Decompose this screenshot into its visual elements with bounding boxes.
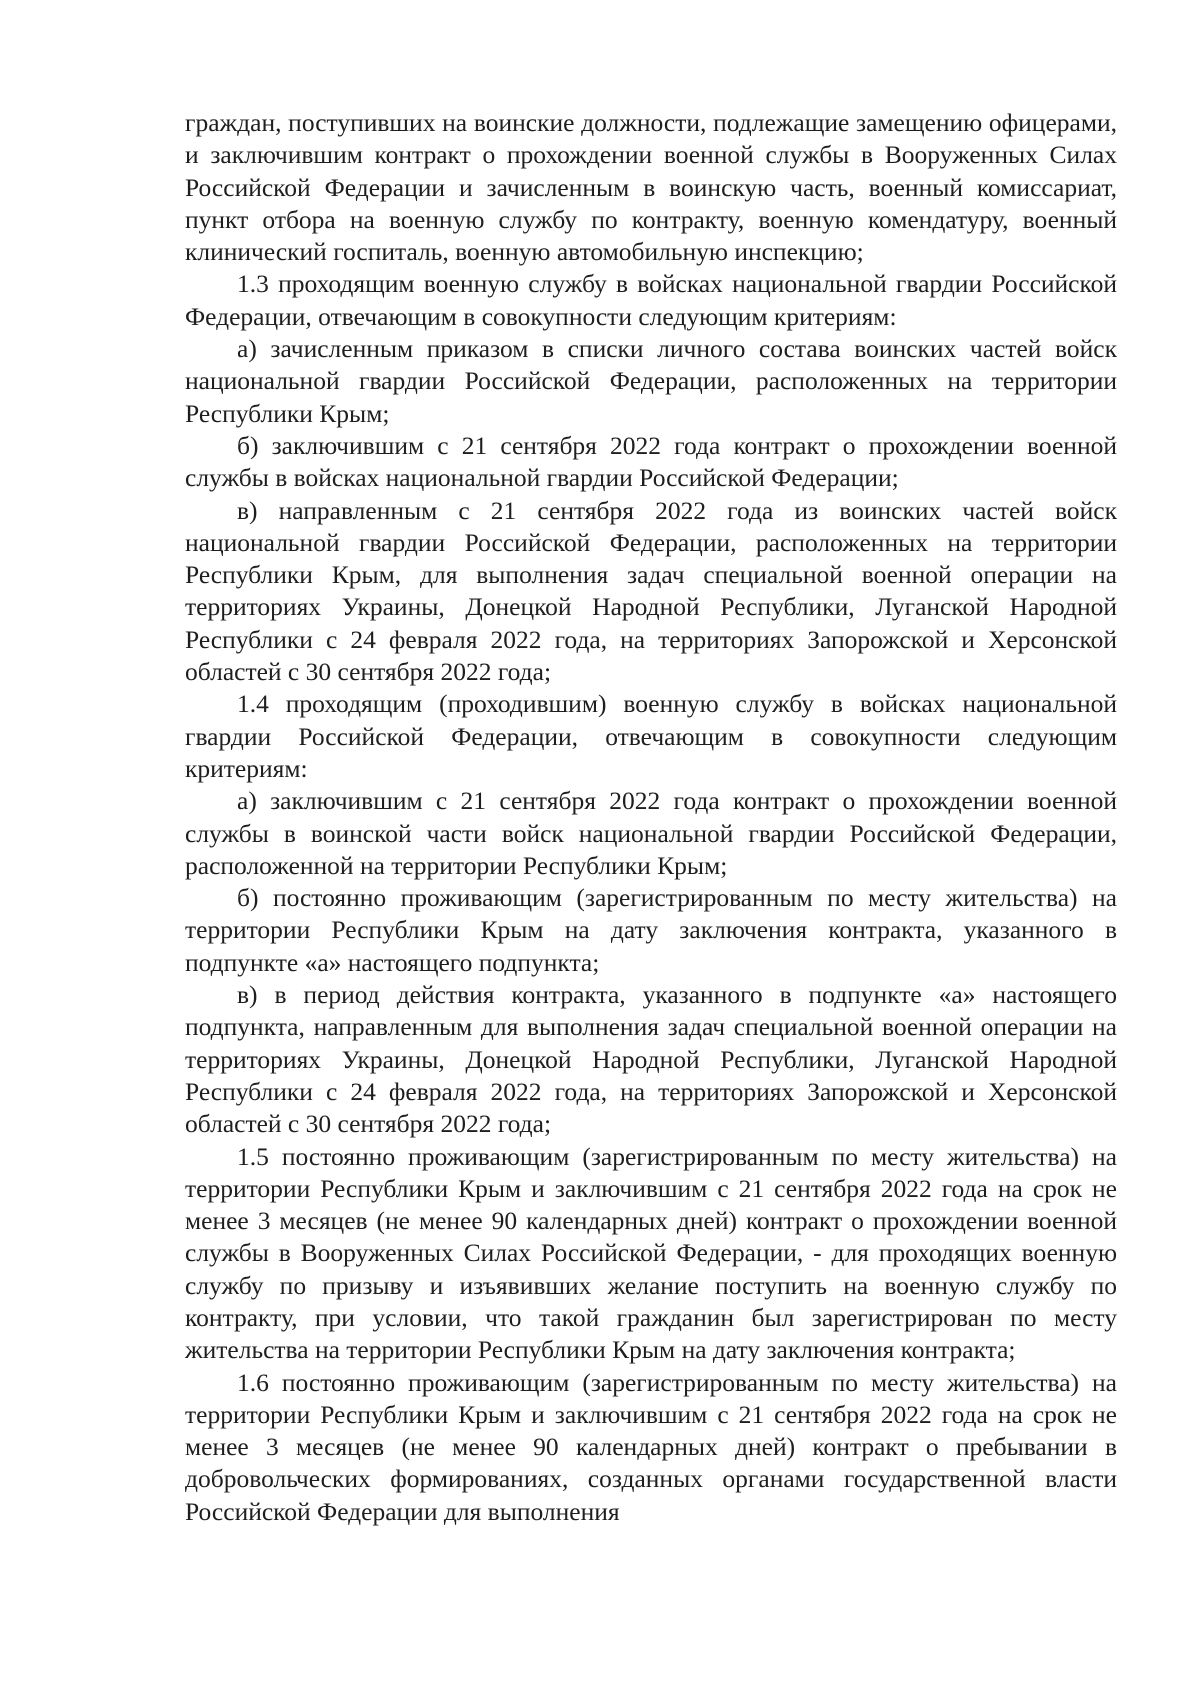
paragraph-1-4-a: а) заключившим с 21 сентября 2022 года контракт о прохождении военной службы в воинской части войск национальной гвардии Российской Федерации, расположенной на территории Республики Крым;: [185, 786, 1117, 880]
paragraph-1-6: 1.6 постоянно проживающим (зарегистрированным по месту жительства) на территории Республики Крым и заключившим с 21 сентября 2022 года на срок не менее 3 месяцев (не менее 90 календарных дней) контракт о пребывании в добровольческих формированиях, созданных органами государственной власти Российской Федерации для выполнения: [185, 1367, 1117, 1526]
paragraph-1-3-v: в) направленным с 21 сентября 2022 года из воинских частей войск национальной гвардии Российской Федерации, расположенных на территории Республики Крым, для выполнения задач специальной военной операции на территориях Украины, Донецкой Народной Республики, Луганской Народной Республики с 24 февраля 2022 года, на территориях Запорожской и Херсонской областей с 30 сентября 2022 года;: [185, 495, 1117, 687]
paragraph-1-4: 1.4 проходящим (проходившим) военную службу в войсках национальной гвардии Российской Федерации, отвечающим в совокупности следующим критериям:: [185, 689, 1117, 783]
paragraph-1-3: 1.3 проходящим военную службу в войсках национальной гвардии Российской Федерации, отвечающим в совокупности следующим критериям:: [185, 269, 1117, 331]
paragraph-1-5: 1.5 постоянно проживающим (зарегистрированным по месту жительства) на территории Республики Крым и заключившим с 21 сентября 2022 года на срок не менее 3 месяцев (не менее 90 календарных дней) контракт о прохождении военной службы в Вооруженных Силах Российской Федерации, - для проходящих военную службу по призыву и изъявивших желание поступить на военную службу по контракту, при условии, что такой гражданин был зарегистрирован по месту жительства на территории Республики Крым на дату заключения контракта;: [185, 1141, 1117, 1365]
paragraph-1-4-b: б) постоянно проживающим (зарегистрированным по месту жительства) на территории Республики Крым на дату заключения контракта, указанного в подпункте «а» настоящего подпункта;: [185, 883, 1117, 977]
paragraph-1-4-v: в) в период действия контракта, указанного в подпункте «а» настоящего подпункта, направленным для выполнения задач специальной военной операции на территориях Украины, Донецкой Народной Республики, Луганской Народной Республики с 24 февраля 2022 года, на территориях Запорожской и Херсонской областей с 30 сентября 2022 года;: [185, 980, 1117, 1139]
paragraph-1-3-a: а) зачисленным приказом в списки личного состава воинских частей войск национальной гвардии Российской Федерации, расположенных на территории Республики Крым;: [185, 334, 1117, 428]
paragraph-continuation: граждан, поступивших на воинские должности, подлежащие замещению офицерами, и заключившим контракт о прохождении военной службы в Вооруженных Силах Российской Федерации и зачисленным в воинскую часть, военный комиссариат, пункт отбора на военную службу по контракту, военную комендатуру, военный клинический госпиталь, военную автомобильную инспекцию;: [185, 108, 1117, 267]
paragraph-1-3-b: б) заключившим с 21 сентября 2022 года контракт о прохождении военной службы в войсках национальной гвардии Российской Федерации;: [185, 430, 1117, 493]
document-body: [185, 107, 1117, 1528]
